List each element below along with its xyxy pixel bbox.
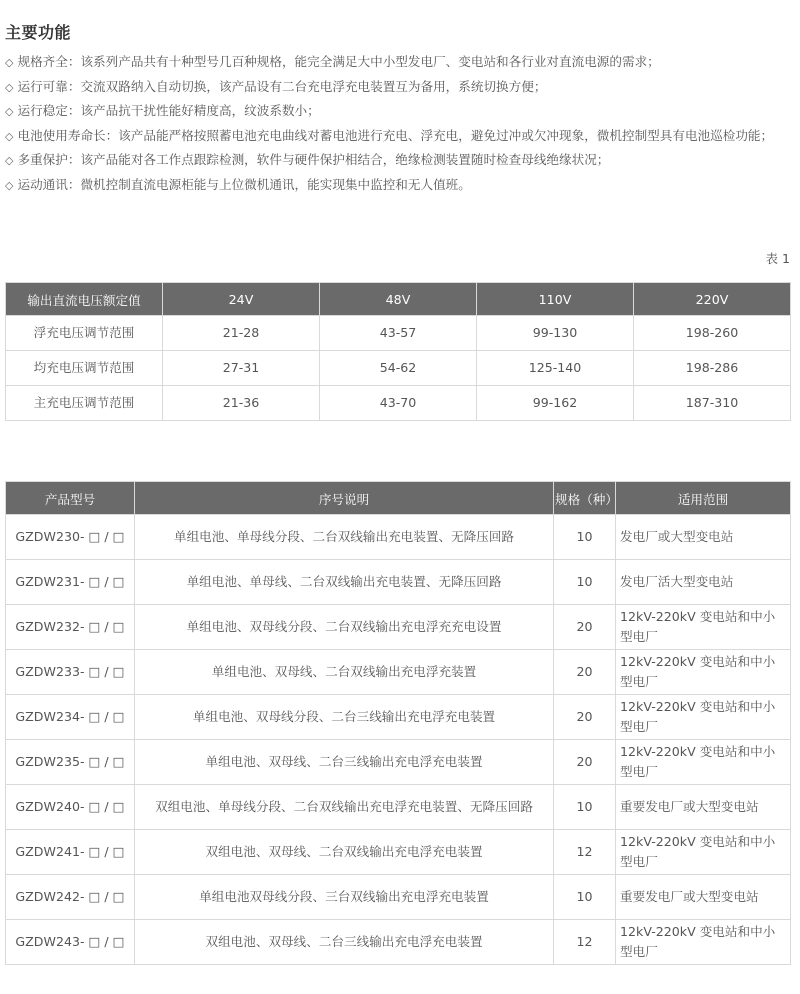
table-cell: 54-62 bbox=[320, 351, 477, 386]
model-cell: GZDW240- □ / □ bbox=[6, 785, 135, 830]
scope-cell: 发电厂或大型变电站 bbox=[616, 515, 791, 560]
table-row bbox=[6, 386, 791, 421]
table-cell: 198-286 bbox=[634, 351, 791, 386]
scope-cell: 12kV-220kV 变电站和中小型电厂 bbox=[616, 740, 791, 785]
feature-label: 电池使用寿命长 bbox=[17, 127, 106, 143]
table-cell: 125-140 bbox=[477, 351, 634, 386]
scope-cell: 12kV-220kV 变电站和中小型电厂 bbox=[616, 830, 791, 875]
description-cell: 双组电池、双母线、二台三线输出充电浮充电装置 bbox=[135, 920, 554, 965]
scope-cell: 12kV-220kV 变电站和中小型电厂 bbox=[616, 605, 791, 650]
page-title: 主要功能 bbox=[5, 23, 72, 42]
scope-cell: 12kV-220kV 变电站和中小型电厂 bbox=[616, 650, 791, 695]
feature-text: 该产品能对各工作点跟踪检测，软件与硬件保护相结合，绝缘检测装置随时检查母线绝缘状况； bbox=[80, 152, 610, 168]
column-header: 24V bbox=[163, 283, 320, 316]
feature-item: ◇ 运动通讯：微机控制直流电源柜能与上位微机通讯，能实现集中监控和无人值班。 bbox=[5, 176, 471, 192]
table-cell: 均充电压调节范围 bbox=[6, 351, 163, 386]
table-cell: 43-57 bbox=[320, 316, 477, 351]
feature-label: 运行稳定 bbox=[17, 103, 68, 119]
column-header: 输出直流电压额定值 bbox=[6, 283, 163, 316]
table-cell: 27-31 bbox=[163, 351, 320, 386]
diamond-bullet-icon: ◇ bbox=[5, 56, 14, 69]
feature-item: ◇ 规格齐全：该系列产品共有十种型号几百种规格，能完全满足大中小型发电厂、变电站和各行业对直流电源的需求； bbox=[5, 54, 660, 69]
table-header-row bbox=[6, 482, 791, 515]
feature-item: ◇ 运行可靠：交流双路纳入自动切换，该产品设有二台充电浮充电装置互为备用，系统切换方便； bbox=[5, 78, 547, 94]
table-row bbox=[6, 830, 791, 875]
table-cell: 浮充电压调节范围 bbox=[6, 316, 163, 351]
feature-text: 交流双路纳入自动切换，该产品设有二台充电浮充电装置互为备用，系统切换方便； bbox=[80, 78, 547, 94]
feature-text: 该产品能严格按照蓄电池充电曲线对蓄电池进行充电、浮充电，避免过冲或欠冲现象，微机控制型具有电池巡检功能； bbox=[118, 127, 774, 143]
scope-cell: 发电厂活大型变电站 bbox=[616, 560, 791, 605]
spec-count-cell: 10 bbox=[554, 875, 616, 920]
feature-item: ◇ 电池使用寿命长：该产品能严格按照蓄电池充电曲线对蓄电池进行充电、浮充电，避免过冲或欠冲现象，微机控制型具有电池巡检功能； bbox=[5, 127, 774, 143]
feature-item: ◇ 多重保护：该产品能对各工作点跟踪检测，软件与硬件保护相结合，绝缘检测装置随时检查母线绝缘状况； bbox=[5, 152, 610, 168]
spec-count-cell: 20 bbox=[554, 650, 616, 695]
column-header: 适用范围 bbox=[616, 482, 791, 515]
table-row bbox=[6, 785, 791, 830]
feature-text: 微机控制直流电源柜能与上位微机通讯，能实现集中监控和无人值班。 bbox=[80, 176, 471, 192]
feature-label: 多重保护 bbox=[17, 152, 68, 168]
description-cell: 单组电池、双母线、二台双线输出充电浮充装置 bbox=[135, 650, 554, 695]
model-cell: GZDW242- □ / □ bbox=[6, 875, 135, 920]
table-cell: 99-130 bbox=[477, 316, 634, 351]
table-row bbox=[6, 695, 791, 740]
voltage-range-table bbox=[5, 282, 791, 421]
table-row bbox=[6, 316, 791, 351]
spec-count-cell: 20 bbox=[554, 695, 616, 740]
description-cell: 双组电池、双母线、二台双线输出充电浮充电装置 bbox=[135, 830, 554, 875]
model-cell: GZDW243- □ / □ bbox=[6, 920, 135, 965]
table-row bbox=[6, 875, 791, 920]
feature-label: 规格齐全 bbox=[17, 54, 68, 69]
model-cell: GZDW233- □ / □ bbox=[6, 650, 135, 695]
spec-count-cell: 10 bbox=[554, 560, 616, 605]
scope-cell: 重要发电厂或大型变电站 bbox=[616, 785, 791, 830]
table-cell: 99-162 bbox=[477, 386, 634, 421]
product-model-table bbox=[5, 481, 791, 965]
model-cell: GZDW230- □ / □ bbox=[6, 515, 135, 560]
model-cell: GZDW235- □ / □ bbox=[6, 740, 135, 785]
feature-label: 运动通讯 bbox=[17, 176, 68, 192]
column-header: 序号说明 bbox=[135, 482, 554, 515]
description-cell: 单组电池双母线分段、三台双线输出充电浮充电装置 bbox=[135, 875, 554, 920]
table-row bbox=[6, 560, 791, 605]
column-header: 规格（种） bbox=[554, 482, 616, 515]
spec-count-cell: 12 bbox=[554, 920, 616, 965]
scope-cell: 12kV-220kV 变电站和中小型电厂 bbox=[616, 920, 791, 965]
description-cell: 单组电池、双母线、二台三线输出充电浮充电装置 bbox=[135, 740, 554, 785]
diamond-bullet-icon: ◇ bbox=[5, 105, 14, 119]
spec-count-cell: 12 bbox=[554, 830, 616, 875]
column-header: 110V bbox=[477, 283, 634, 316]
diamond-bullet-icon: ◇ bbox=[5, 129, 14, 143]
model-cell: GZDW241- □ / □ bbox=[6, 830, 135, 875]
feature-label: 运行可靠 bbox=[17, 78, 68, 94]
spec-count-cell: 10 bbox=[554, 515, 616, 560]
table-row bbox=[6, 605, 791, 650]
table-row bbox=[6, 650, 791, 695]
table-cell: 21-28 bbox=[163, 316, 320, 351]
table-cell: 43-70 bbox=[320, 386, 477, 421]
model-cell: GZDW232- □ / □ bbox=[6, 605, 135, 650]
diamond-bullet-icon: ◇ bbox=[5, 80, 14, 94]
table-row bbox=[6, 351, 791, 386]
column-header: 48V bbox=[320, 283, 477, 316]
table-row bbox=[6, 515, 791, 560]
table-cell: 187-310 bbox=[634, 386, 791, 421]
diamond-bullet-icon: ◇ bbox=[5, 154, 14, 168]
column-header: 220V bbox=[634, 283, 791, 316]
spec-count-cell: 20 bbox=[554, 605, 616, 650]
scope-cell: 重要发电厂或大型变电站 bbox=[616, 875, 791, 920]
model-cell: GZDW231- □ / □ bbox=[6, 560, 135, 605]
spec-count-cell: 10 bbox=[554, 785, 616, 830]
description-cell: 单组电池、单母线、二台双线输出充电装置、无降压回路 bbox=[135, 560, 554, 605]
model-cell: GZDW234- □ / □ bbox=[6, 695, 135, 740]
description-cell: 单组电池、双母线分段、二台双线输出充电浮充充电设置 bbox=[135, 605, 554, 650]
table-row bbox=[6, 740, 791, 785]
table-cell: 198-260 bbox=[634, 316, 791, 351]
table-header-row bbox=[6, 283, 791, 316]
feature-list bbox=[5, 50, 795, 198]
description-cell: 双组电池、单母线分段、二台双线输出充电浮充电装置、无降压回路 bbox=[135, 785, 554, 830]
table-cell: 主充电压调节范围 bbox=[6, 386, 163, 421]
feature-item: ◇ 运行稳定：该产品抗干扰性能好精度高，纹波系数小； bbox=[5, 103, 320, 119]
table-cell: 21-36 bbox=[163, 386, 320, 421]
spec-count-cell: 20 bbox=[554, 740, 616, 785]
description-cell: 单组电池、单母线分段、二台双线输出充电装置、无降压回路 bbox=[135, 515, 554, 560]
table-caption: 表 1 bbox=[765, 251, 790, 266]
diamond-bullet-icon: ◇ bbox=[5, 178, 14, 192]
column-header: 产品型号 bbox=[6, 482, 135, 515]
scope-cell: 12kV-220kV 变电站和中小型电厂 bbox=[616, 695, 791, 740]
description-cell: 单组电池、双母线分段、二台三线输出充电浮充电装置 bbox=[135, 695, 554, 740]
table-row bbox=[6, 920, 791, 965]
feature-text: 该产品抗干扰性能好精度高，纹波系数小； bbox=[80, 103, 320, 119]
feature-text: 该系列产品共有十种型号几百种规格，能完全满足大中小型发电厂、变电站和各行业对直流电源的需求； bbox=[80, 54, 660, 69]
